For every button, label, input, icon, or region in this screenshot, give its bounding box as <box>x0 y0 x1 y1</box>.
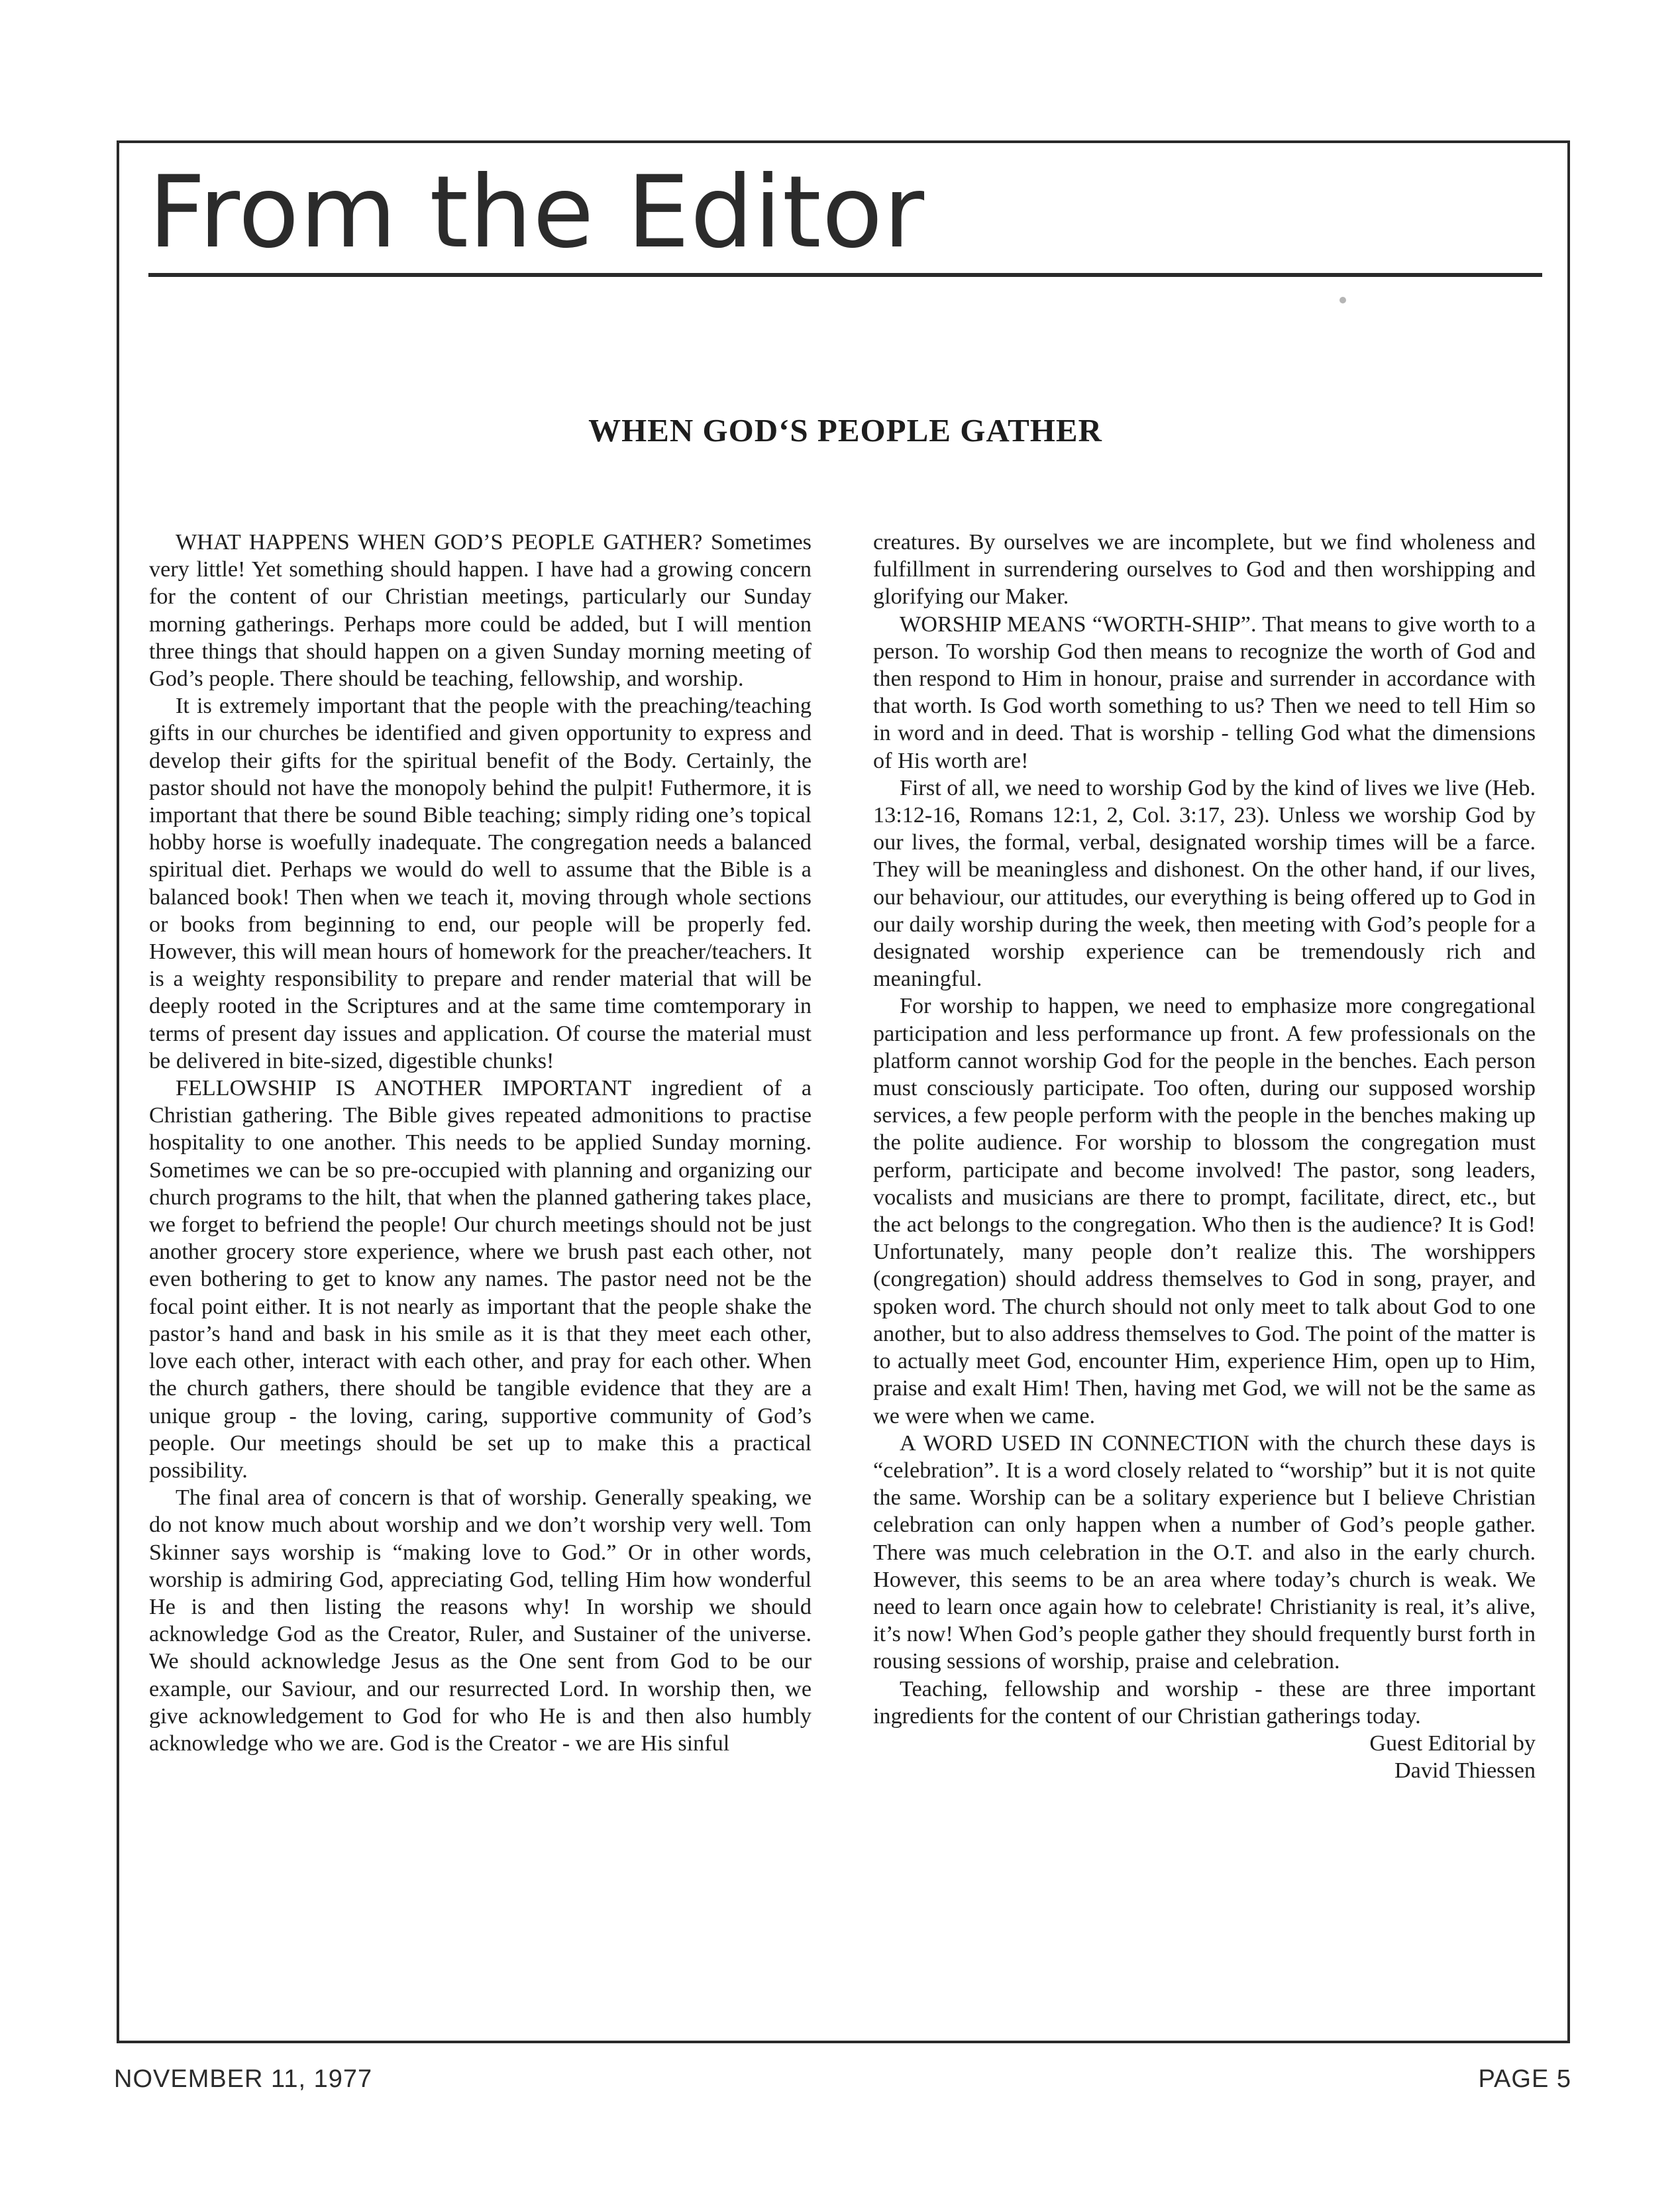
paragraph-worship-concern: The final area of concern is that of worship. Generally speaking, we do not know much about worship and we don’t worship very well. Tom Skinner says worship is “making love to God.” Or in other words, worship is admiring God, appreciating God, telling Him how wonderful He is and then listing the reasons why! In worship we should acknowledge God as the Creator, Ruler, and Sustainer of the universe. We should acknowledge Jesus as the One sent from God to be our example, our Saviour, and our resurrected Lord. In worship then, we give acknowledgement to God for who He is and then also humbly acknowledge who we are. God is the Creator - we are His sinful <box>149 1485 812 1756</box>
paragraph-conclusion: Teaching, fellowship and worship - these are three important ingredients for the content of our Christian gatherings today. <box>873 1676 1536 1729</box>
signature-credit: Guest Editorial by <box>1369 1731 1536 1756</box>
paragraph-intro: WHAT HAPPENS WHEN GOD’S PEOPLE GATHER? Sometimes very little! Yet something should happen. I have had a growing concern for the content of our Christian meetings, particularly our Sunday morning gatherings. Perhaps more could be added, but I will mention three things that should happen on a given Sunday morning meeting of God’s people. There should be teaching, fellowship, and worship. <box>149 530 812 692</box>
masthead-rule <box>148 273 1542 277</box>
paragraph-continuation: creatures. By ourselves we are incomplete, but we find wholeness and fulfillment in surrendering ourselves to God and then worshipping and glorifying our Maker. <box>873 530 1536 610</box>
paragraph-fellowship: FELLOWSHIP IS ANOTHER IMPORTANT ingredient of a Christian gathering. The Bible gives repeated admonitions to practise hospitality to one another. This needs to be applied Sunday morning. Sometimes we can be so pre-occupied with planning and organizing our church programs to the hilt, that when the planned gathering takes place, we forget to befriend the people! Our church meetings should not be just another grocery store experience, where we brush past each other, not even bothering to get to know any names. The pastor need not be the focal point either. It is not nearly as important that the people shake the pastor’s hand and bask in his smile as it is that they meet each other, love each other, interact with each other, and pray for each other. When the church gathers, there should be tangible evidence that they are a unique group - the loving, caring, supportive community of God’s people. Our meetings should be set up to make this a practical possibility. <box>149 1076 812 1483</box>
left-column <box>149 529 812 1757</box>
article-headline: WHEN GOD‘S PEOPLE GATHER <box>588 412 1102 449</box>
paragraph-worth-ship: WORSHIP MEANS “WORTH-SHIP”. That means to give worth to a person. To worship God then means to recognize the worth of God and then respond to Him in honour, praise and surrender in accordance with that worth. Is God worth something to us? Then we need to tell Him so in word and in deed. That is worship - telling God what the dimensions of His worth are! <box>873 612 1536 773</box>
paragraph-participation: For worship to happen, we need to emphasize more congregational participation and less performance up front. A few professionals on the platform cannot worship God for the people in the benches. Each person must consciously participate. Too often, during our supposed worship services, a few people perform with the people in the benches making up the polite audience. For worship to blossom the congregation must perform, participate and become involved! The pastor, song leaders, vocalists and musicians are there to prompt, facilitate, direct, etc., but the act belongs to the congregation. Who then is the audience? It is God! Unfortunately, many people don’t realize this. The worshippers (congregation) should address themselves to God in song, prayer, and spoken word. The church should not only meet to talk about God to one another, but to also address themselves to God. The point of the matter is to actually meet God, encounter Him, experience Him, open up to Him, praise and exalt Him! Then, having met God, we will not be the same as we were when we came. <box>873 994 1536 1428</box>
signature-author: David Thiessen <box>1394 1758 1536 1784</box>
footer-page-number: PAGE 5 <box>1478 2065 1571 2093</box>
footer-date: NOVEMBER 11, 1977 <box>114 2065 373 2093</box>
print-speck <box>1339 297 1346 303</box>
paragraph-teaching: It is extremely important that the people with the preaching/teaching gifts in our churches be identified and given opportunity to express and develop their gifts for the spiritual benefit of the Body. Certainly, the pastor should not have the monopoly behind the pulpit! Futhermore, it is important that there be sound Bible teaching; simply riding one’s topical hobby horse is woefully inadequate. The congregation needs a balanced spiritual diet. Perhaps we would do well to assume that the Bible is a balanced book! Then when we teach it, moving through whole sections or books from beginning to end, our people will be properly fed. However, this will mean hours of homework for the preacher/teachers. It is a weighty responsibility to prepare and render material that will be deeply rooted in the Scriptures and at the same time comtemporary in terms of present day issues and application. Of course the material must be delivered in bite-sized, digestible chunks! <box>149 694 812 1073</box>
paragraph-celebration: A WORD USED IN CONNECTION with the church these days is “celebration”. It is a word closely related to “worship” but it is not quite the same. Worship can be a solitary experience but I believe Christian celebration can only happen when a number of God’s people gather. There was much celebration in the O.T. and also in the early church. However, this seems to be an area where today’s church is weak. We need to learn once again how to celebrate! Christianity is real, it’s alive, it’s now! When God’s people gather they should frequently burst forth in rousing sessions of worship, praise and celebration. <box>873 1430 1536 1674</box>
right-column <box>873 529 1536 1784</box>
masthead-title: From the Editor <box>148 155 925 270</box>
paragraph-lives: First of all, we need to worship God by the kind of lives we live (Heb. 13:12-16, Romans 12:1, 2, Col. 3:17, 23). Unless we worship God by our lives, the formal, verbal, designated worship times will be a farce. They will be meaningless and dishonest. On the other hand, if our lives, our behaviour, our attitudes, our everything is being offered up to God in our daily worship during the week, then meeting with God’s people for a designated worship experience can be tremendously rich and meaningful. <box>873 775 1536 992</box>
